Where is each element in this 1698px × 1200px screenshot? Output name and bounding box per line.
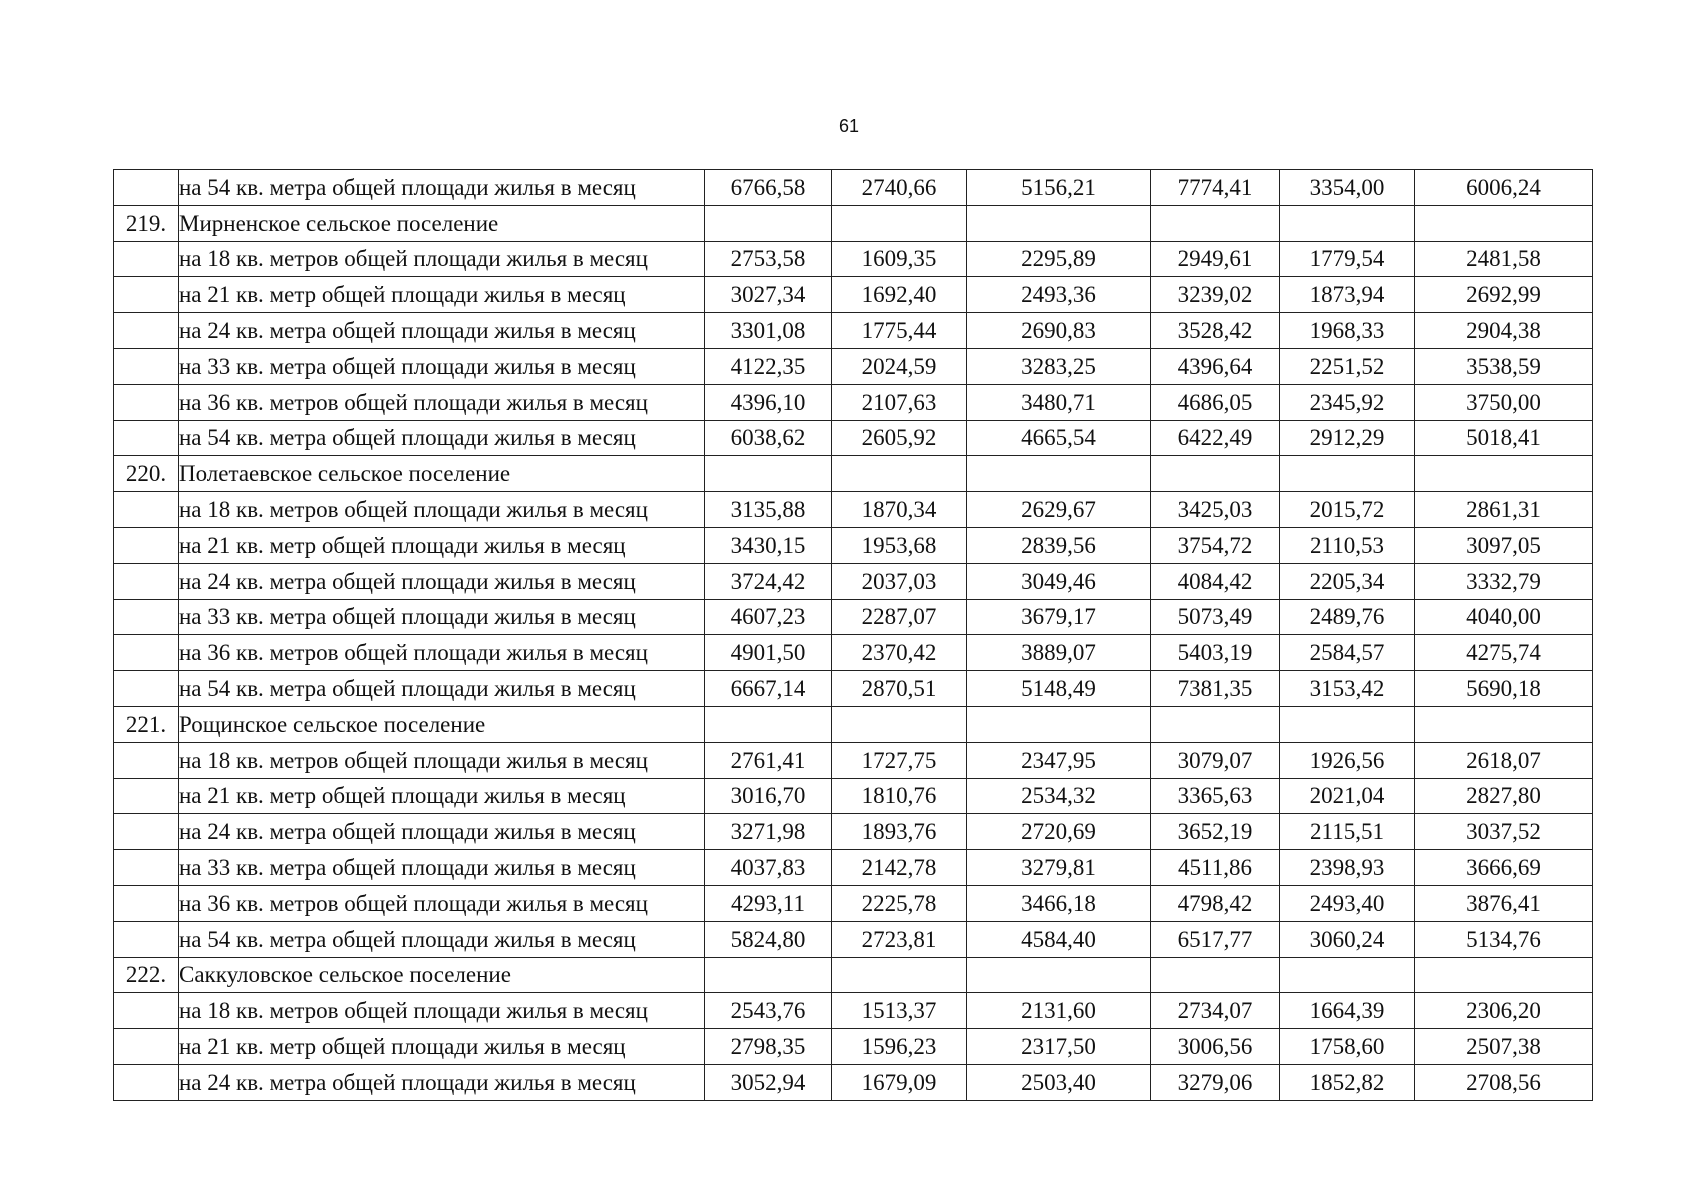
value-cell <box>832 957 967 993</box>
value-cell <box>1151 957 1280 993</box>
value-cell: 6766,58 <box>705 170 832 206</box>
row-label: на 24 кв. метра общей площади жилья в месяц <box>179 563 705 599</box>
value-cell: 3079,07 <box>1151 742 1280 778</box>
value-cell: 1513,37 <box>832 993 967 1029</box>
value-cell <box>1151 456 1280 492</box>
row-label: на 18 кв. метров общей площади жилья в месяц <box>179 742 705 778</box>
value-cell <box>1151 205 1280 241</box>
row-number <box>114 850 179 886</box>
value-cell: 4084,42 <box>1151 563 1280 599</box>
value-cell: 1609,35 <box>832 241 967 277</box>
value-cell: 3052,94 <box>705 1064 832 1100</box>
table-row <box>114 814 1593 850</box>
value-cell: 3538,59 <box>1415 348 1593 384</box>
value-cell: 2131,60 <box>967 993 1151 1029</box>
value-cell: 4037,83 <box>705 850 832 886</box>
value-cell: 6517,77 <box>1151 921 1280 957</box>
row-number: 219. <box>114 205 179 241</box>
value-cell: 3332,79 <box>1415 563 1593 599</box>
row-number <box>114 1029 179 1065</box>
value-cell: 1664,39 <box>1280 993 1415 1029</box>
settlement-name: Рощинское сельское поселение <box>179 706 705 742</box>
row-label: на 36 кв. метров общей площади жилья в месяц <box>179 384 705 420</box>
table-row <box>114 1064 1593 1100</box>
row-label: на 18 кв. метров общей площади жилья в месяц <box>179 993 705 1029</box>
row-number: 222. <box>114 957 179 993</box>
value-cell: 3679,17 <box>967 599 1151 635</box>
value-cell: 4686,05 <box>1151 384 1280 420</box>
value-cell: 2692,99 <box>1415 277 1593 313</box>
row-number <box>114 492 179 528</box>
value-cell: 3060,24 <box>1280 921 1415 957</box>
value-cell: 2398,93 <box>1280 850 1415 886</box>
value-cell: 4275,74 <box>1415 635 1593 671</box>
value-cell: 3754,72 <box>1151 527 1280 563</box>
settlement-name: Мирненское сельское поселение <box>179 205 705 241</box>
value-cell: 1968,33 <box>1280 313 1415 349</box>
value-cell: 3097,05 <box>1415 527 1593 563</box>
value-cell: 2493,40 <box>1280 885 1415 921</box>
value-cell: 2225,78 <box>832 885 967 921</box>
value-cell <box>1415 706 1593 742</box>
value-cell: 3652,19 <box>1151 814 1280 850</box>
value-cell: 4584,40 <box>967 921 1151 957</box>
value-cell: 2107,63 <box>832 384 967 420</box>
value-cell <box>705 957 832 993</box>
table-row <box>114 885 1593 921</box>
table-row <box>114 993 1593 1029</box>
value-cell <box>705 205 832 241</box>
value-cell: 4665,54 <box>967 420 1151 456</box>
value-cell <box>832 456 967 492</box>
row-number <box>114 599 179 635</box>
table-body <box>114 170 1593 1101</box>
value-cell: 2507,38 <box>1415 1029 1593 1065</box>
value-cell: 3466,18 <box>967 885 1151 921</box>
value-cell: 2708,56 <box>1415 1064 1593 1100</box>
value-cell: 1692,40 <box>832 277 967 313</box>
value-cell: 4396,64 <box>1151 348 1280 384</box>
value-cell: 3889,07 <box>967 635 1151 671</box>
row-label: на 33 кв. метра общей площади жилья в месяц <box>179 599 705 635</box>
value-cell: 4511,86 <box>1151 850 1280 886</box>
value-cell: 5403,19 <box>1151 635 1280 671</box>
value-cell: 6667,14 <box>705 671 832 707</box>
value-cell <box>705 706 832 742</box>
value-cell: 1596,23 <box>832 1029 967 1065</box>
value-cell: 3279,81 <box>967 850 1151 886</box>
settlement-name: Саккуловское сельское поселение <box>179 957 705 993</box>
row-label: на 54 кв. метра общей площади жилья в месяц <box>179 420 705 456</box>
table-row <box>114 420 1593 456</box>
value-cell: 2317,50 <box>967 1029 1151 1065</box>
value-cell: 4122,35 <box>705 348 832 384</box>
value-cell: 3666,69 <box>1415 850 1593 886</box>
value-cell: 2584,57 <box>1280 635 1415 671</box>
value-cell <box>967 205 1151 241</box>
value-cell: 2489,76 <box>1280 599 1415 635</box>
value-cell: 2870,51 <box>832 671 967 707</box>
value-cell: 4040,00 <box>1415 599 1593 635</box>
value-cell: 1893,76 <box>832 814 967 850</box>
table-row <box>114 635 1593 671</box>
value-cell <box>967 706 1151 742</box>
value-cell <box>832 205 967 241</box>
row-label: на 18 кв. метров общей площади жилья в месяц <box>179 241 705 277</box>
row-label: на 21 кв. метр общей площади жилья в месяц <box>179 778 705 814</box>
table-row <box>114 241 1593 277</box>
value-cell: 1873,94 <box>1280 277 1415 313</box>
tariff-table <box>113 169 1593 1101</box>
row-label: на 18 кв. метров общей площади жилья в месяц <box>179 492 705 528</box>
row-label: на 21 кв. метр общей площади жилья в месяц <box>179 527 705 563</box>
value-cell: 2015,72 <box>1280 492 1415 528</box>
value-cell: 6006,24 <box>1415 170 1593 206</box>
row-number <box>114 671 179 707</box>
value-cell: 2723,81 <box>832 921 967 957</box>
value-cell: 2861,31 <box>1415 492 1593 528</box>
row-number <box>114 885 179 921</box>
value-cell: 1810,76 <box>832 778 967 814</box>
value-cell: 5156,21 <box>967 170 1151 206</box>
row-number <box>114 778 179 814</box>
value-cell: 2503,40 <box>967 1064 1151 1100</box>
value-cell: 2110,53 <box>1280 527 1415 563</box>
value-cell: 2740,66 <box>832 170 967 206</box>
value-cell: 4607,23 <box>705 599 832 635</box>
table-row <box>114 170 1593 206</box>
row-label: на 36 кв. метров общей площади жилья в месяц <box>179 885 705 921</box>
section-row <box>114 205 1593 241</box>
value-cell <box>967 456 1151 492</box>
value-cell: 2370,42 <box>832 635 967 671</box>
value-cell: 5690,18 <box>1415 671 1593 707</box>
table-row <box>114 384 1593 420</box>
value-cell: 1679,09 <box>832 1064 967 1100</box>
value-cell <box>1280 205 1415 241</box>
value-cell: 2251,52 <box>1280 348 1415 384</box>
value-cell: 4396,10 <box>705 384 832 420</box>
value-cell: 2734,07 <box>1151 993 1280 1029</box>
value-cell: 2690,83 <box>967 313 1151 349</box>
value-cell <box>832 706 967 742</box>
row-number <box>114 921 179 957</box>
value-cell: 2827,80 <box>1415 778 1593 814</box>
row-number <box>114 1064 179 1100</box>
table-row <box>114 348 1593 384</box>
row-number <box>114 635 179 671</box>
value-cell: 3301,08 <box>705 313 832 349</box>
row-number <box>114 170 179 206</box>
row-label: на 54 кв. метра общей площади жилья в месяц <box>179 671 705 707</box>
value-cell <box>967 957 1151 993</box>
section-row <box>114 706 1593 742</box>
row-label: на 36 кв. метров общей площади жилья в месяц <box>179 635 705 671</box>
row-number <box>114 527 179 563</box>
row-label: на 24 кв. метра общей площади жилья в месяц <box>179 814 705 850</box>
table-row <box>114 1029 1593 1065</box>
row-label: на 54 кв. метра общей площади жилья в месяц <box>179 170 705 206</box>
value-cell: 1926,56 <box>1280 742 1415 778</box>
value-cell: 4293,11 <box>705 885 832 921</box>
value-cell: 1727,75 <box>832 742 967 778</box>
table-row <box>114 277 1593 313</box>
value-cell: 5134,76 <box>1415 921 1593 957</box>
row-number: 220. <box>114 456 179 492</box>
value-cell: 3354,00 <box>1280 170 1415 206</box>
value-cell: 3528,42 <box>1151 313 1280 349</box>
value-cell: 2618,07 <box>1415 742 1593 778</box>
value-cell <box>1415 456 1593 492</box>
row-number <box>114 742 179 778</box>
value-cell: 2345,92 <box>1280 384 1415 420</box>
value-cell: 2753,58 <box>705 241 832 277</box>
value-cell: 7774,41 <box>1151 170 1280 206</box>
value-cell: 3027,34 <box>705 277 832 313</box>
value-cell: 3724,42 <box>705 563 832 599</box>
table-row <box>114 671 1593 707</box>
value-cell <box>1415 205 1593 241</box>
value-cell: 2142,78 <box>832 850 967 886</box>
value-cell: 3279,06 <box>1151 1064 1280 1100</box>
value-cell: 2037,03 <box>832 563 967 599</box>
value-cell <box>1280 957 1415 993</box>
value-cell: 4798,42 <box>1151 885 1280 921</box>
value-cell: 3037,52 <box>1415 814 1593 850</box>
value-cell: 3239,02 <box>1151 277 1280 313</box>
row-number <box>114 420 179 456</box>
value-cell <box>1151 706 1280 742</box>
value-cell: 2306,20 <box>1415 993 1593 1029</box>
table-row <box>114 850 1593 886</box>
value-cell: 2605,92 <box>832 420 967 456</box>
value-cell: 6038,62 <box>705 420 832 456</box>
table-row <box>114 492 1593 528</box>
value-cell: 2287,07 <box>832 599 967 635</box>
value-cell: 2543,76 <box>705 993 832 1029</box>
value-cell: 2912,29 <box>1280 420 1415 456</box>
row-number: 221. <box>114 706 179 742</box>
value-cell: 3153,42 <box>1280 671 1415 707</box>
value-cell: 2629,67 <box>967 492 1151 528</box>
settlement-name: Полетаевское сельское поселение <box>179 456 705 492</box>
value-cell: 4901,50 <box>705 635 832 671</box>
table-row <box>114 313 1593 349</box>
value-cell: 2798,35 <box>705 1029 832 1065</box>
value-cell: 1953,68 <box>832 527 967 563</box>
row-number <box>114 313 179 349</box>
value-cell: 3049,46 <box>967 563 1151 599</box>
value-cell: 2904,38 <box>1415 313 1593 349</box>
value-cell: 5018,41 <box>1415 420 1593 456</box>
value-cell: 2021,04 <box>1280 778 1415 814</box>
table-row <box>114 921 1593 957</box>
row-label: на 24 кв. метра общей площади жилья в месяц <box>179 313 705 349</box>
value-cell: 2493,36 <box>967 277 1151 313</box>
value-cell: 1779,54 <box>1280 241 1415 277</box>
value-cell: 1870,34 <box>832 492 967 528</box>
value-cell: 2347,95 <box>967 742 1151 778</box>
section-row <box>114 957 1593 993</box>
table-row <box>114 527 1593 563</box>
row-label: на 21 кв. метр общей площади жилья в месяц <box>179 1029 705 1065</box>
value-cell: 3480,71 <box>967 384 1151 420</box>
page-number: 61 <box>838 116 860 136</box>
row-label: на 54 кв. метра общей площади жилья в месяц <box>179 921 705 957</box>
value-cell: 2205,34 <box>1280 563 1415 599</box>
value-cell: 2839,56 <box>967 527 1151 563</box>
value-cell: 1852,82 <box>1280 1064 1415 1100</box>
value-cell: 2949,61 <box>1151 241 1280 277</box>
value-cell: 1775,44 <box>832 313 967 349</box>
value-cell: 3365,63 <box>1151 778 1280 814</box>
value-cell: 3283,25 <box>967 348 1151 384</box>
table-row <box>114 742 1593 778</box>
row-number <box>114 348 179 384</box>
value-cell: 5824,80 <box>705 921 832 957</box>
value-cell <box>705 456 832 492</box>
row-number <box>114 277 179 313</box>
value-cell: 2024,59 <box>832 348 967 384</box>
value-cell: 2295,89 <box>967 241 1151 277</box>
row-number <box>114 814 179 850</box>
value-cell: 3135,88 <box>705 492 832 528</box>
value-cell: 2534,32 <box>967 778 1151 814</box>
value-cell: 3425,03 <box>1151 492 1280 528</box>
value-cell: 6422,49 <box>1151 420 1280 456</box>
value-cell: 3271,98 <box>705 814 832 850</box>
value-cell: 7381,35 <box>1151 671 1280 707</box>
value-cell: 2761,41 <box>705 742 832 778</box>
row-label: на 24 кв. метра общей площади жилья в месяц <box>179 1064 705 1100</box>
value-cell <box>1280 706 1415 742</box>
value-cell: 5073,49 <box>1151 599 1280 635</box>
row-number <box>114 563 179 599</box>
value-cell: 1758,60 <box>1280 1029 1415 1065</box>
row-number <box>114 384 179 420</box>
value-cell: 3430,15 <box>705 527 832 563</box>
value-cell <box>1415 957 1593 993</box>
value-cell: 5148,49 <box>967 671 1151 707</box>
section-row <box>114 456 1593 492</box>
value-cell: 3750,00 <box>1415 384 1593 420</box>
table-row <box>114 563 1593 599</box>
row-label: на 21 кв. метр общей площади жилья в месяц <box>179 277 705 313</box>
row-number <box>114 993 179 1029</box>
value-cell: 3016,70 <box>705 778 832 814</box>
value-cell: 3876,41 <box>1415 885 1593 921</box>
row-label: на 33 кв. метра общей площади жилья в месяц <box>179 348 705 384</box>
row-number <box>114 241 179 277</box>
table-row <box>114 778 1593 814</box>
table-row <box>114 599 1593 635</box>
value-cell: 3006,56 <box>1151 1029 1280 1065</box>
value-cell <box>1280 456 1415 492</box>
value-cell: 2115,51 <box>1280 814 1415 850</box>
row-label: на 33 кв. метра общей площади жилья в месяц <box>179 850 705 886</box>
value-cell: 2720,69 <box>967 814 1151 850</box>
value-cell: 2481,58 <box>1415 241 1593 277</box>
